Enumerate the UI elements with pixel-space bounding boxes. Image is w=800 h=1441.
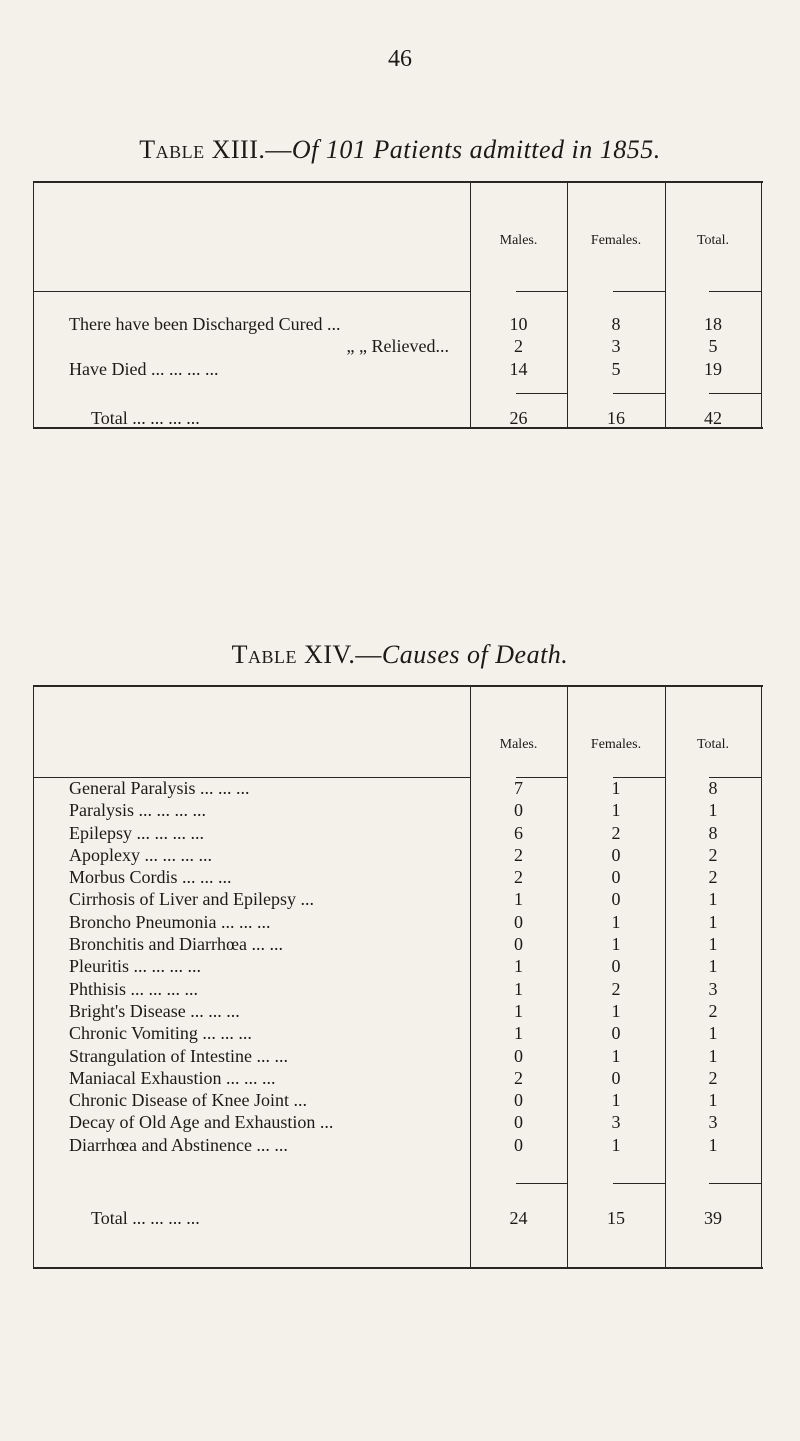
row-total: 1 (708, 1134, 718, 1155)
total-row (33, 407, 763, 429)
row-males: 0 (514, 911, 523, 932)
table-border-right (761, 183, 762, 427)
row-label: „ „ Relieved... (346, 336, 449, 357)
column-divider (665, 183, 666, 427)
table-row (33, 777, 763, 799)
row-males: 2 (514, 867, 523, 888)
row-females: 1 (611, 778, 621, 798)
row-males: 10 (509, 314, 528, 334)
row-males: 6 (514, 822, 523, 843)
total-row (33, 1207, 763, 1229)
row-females: 1 (611, 1045, 621, 1066)
row-label: Morbus Cordis ... ... ... (69, 867, 232, 888)
table13-label: Table XIII. (139, 135, 266, 164)
total-total: 39 (704, 1208, 722, 1228)
total-rule (516, 1183, 567, 1184)
table-row (33, 1111, 763, 1133)
column-divider (567, 183, 568, 427)
row-label: Paralysis ... ... ... ... (69, 800, 206, 821)
table-row (33, 1045, 763, 1067)
row-total: 1 (708, 1045, 718, 1066)
row-label: Phthisis ... ... ... ... (69, 978, 199, 999)
row-label: Diarrhœa and Abstinence ... ... (69, 1134, 288, 1155)
row-females: 0 (611, 867, 621, 888)
total-label: Total ... ... ... ... (91, 1208, 200, 1228)
header-females: Females. (590, 737, 642, 752)
row-females: 1 (611, 1134, 621, 1155)
row-males: 0 (514, 1134, 523, 1155)
row-females: 3 (611, 336, 621, 357)
total-rule (613, 1183, 665, 1184)
row-label: Pleuritis ... ... ... ... (69, 956, 202, 977)
row-label: Chronic Disease of Knee Joint ... (69, 1090, 307, 1111)
header-total: Total. (696, 233, 730, 248)
row-males: 14 (509, 358, 528, 379)
row-label: Strangulation of Intestine ... ... (69, 1045, 288, 1066)
row-label: Bronchitis and Diarrhœa ... ... (69, 934, 283, 955)
row-total: 8 (708, 778, 718, 798)
row-females: 0 (611, 844, 621, 865)
row-label: Apoplexy ... ... ... ... (69, 844, 212, 865)
total-rule (613, 393, 665, 394)
table-row (33, 335, 763, 357)
row-total: 1 (708, 800, 718, 821)
table-row (33, 888, 763, 910)
row-label: There have been Discharged Cured ... (69, 314, 341, 334)
row-males: 0 (514, 1090, 523, 1111)
table13 (33, 181, 763, 429)
header-rule (613, 291, 665, 292)
header-females: Females. (590, 233, 642, 248)
table-row (33, 955, 763, 977)
table14-dash: — (355, 640, 382, 669)
row-females: 1 (611, 800, 621, 821)
table14-title (0, 640, 800, 670)
row-total: 1 (708, 934, 718, 955)
header-rule (516, 291, 567, 292)
row-females: 0 (611, 956, 621, 977)
row-females: 1 (611, 1000, 621, 1021)
table-row (33, 1134, 763, 1156)
row-total: 1 (708, 1023, 718, 1044)
table13-title (0, 135, 800, 165)
row-total: 3 (708, 978, 718, 999)
table14-label: Table XIV. (231, 640, 356, 669)
header-rule (33, 291, 470, 292)
table-row (33, 911, 763, 933)
row-label: Bright's Disease ... ... ... (69, 1000, 240, 1021)
row-males: 0 (514, 1112, 523, 1133)
table-row (33, 866, 763, 888)
table-row (33, 799, 763, 821)
header-males: Males. (499, 737, 538, 752)
row-total: 18 (704, 314, 722, 334)
total-rule (709, 393, 761, 394)
row-label: Chronic Vomiting ... ... ... (69, 1023, 252, 1044)
row-total: 2 (708, 844, 718, 865)
row-females: 1 (611, 911, 621, 932)
table-row (33, 1022, 763, 1044)
row-males: 1 (514, 1000, 523, 1021)
row-total: 3 (708, 1112, 718, 1133)
row-females: 0 (611, 1067, 621, 1088)
total-rule (709, 1183, 761, 1184)
total-males: 26 (509, 408, 528, 428)
row-males: 2 (514, 336, 523, 357)
row-total: 2 (708, 1000, 718, 1021)
total-females: 16 (607, 408, 625, 428)
row-label: Epilepsy ... ... ... ... (69, 822, 204, 843)
table-row (33, 822, 763, 844)
row-females: 0 (611, 1023, 621, 1044)
table-border-left (33, 183, 34, 427)
row-total: 1 (708, 889, 718, 910)
row-females: 2 (611, 822, 621, 843)
row-females: 5 (611, 358, 621, 379)
row-label: Broncho Pneumonia ... ... ... (69, 911, 271, 932)
row-total: 1 (708, 956, 718, 977)
table-row (33, 1000, 763, 1022)
page-number: 46 (388, 46, 412, 72)
table14 (33, 685, 763, 1269)
row-total: 1 (708, 911, 718, 932)
row-label: Maniacal Exhaustion ... ... ... (69, 1067, 276, 1088)
table14-subtitle: Causes of Death. (381, 640, 569, 669)
row-males: 1 (514, 956, 523, 977)
row-label: General Paralysis ... ... ... (69, 778, 250, 798)
table-row (33, 1089, 763, 1111)
total-males: 24 (509, 1208, 528, 1228)
row-females: 1 (611, 934, 621, 955)
table-row (33, 933, 763, 955)
table13-subtitle: Of 101 Patients admitted in 1855. (291, 135, 661, 164)
row-total: 5 (708, 336, 718, 357)
row-label: Cirrhosis of Liver and Epilepsy ... (69, 889, 314, 910)
row-males: 7 (514, 778, 523, 798)
row-females: 1 (611, 1090, 621, 1111)
row-males: 2 (514, 844, 523, 865)
table-row (33, 978, 763, 1000)
row-males: 0 (514, 934, 523, 955)
row-males: 1 (514, 1023, 523, 1044)
row-females: 3 (611, 1112, 621, 1133)
row-females: 0 (611, 889, 621, 910)
row-total: 1 (708, 1090, 718, 1111)
row-males: 1 (514, 978, 523, 999)
total-label: Total ... ... ... ... (91, 408, 200, 428)
table-row (33, 844, 763, 866)
total-rule (516, 393, 567, 394)
header-total: Total. (696, 737, 730, 752)
table-row (33, 1067, 763, 1089)
row-males: 0 (514, 800, 523, 821)
header-males: Males. (499, 233, 538, 248)
row-total: 8 (708, 822, 718, 843)
row-label: Decay of Old Age and Exhaustion ... (69, 1112, 334, 1133)
row-females: 2 (611, 978, 621, 999)
row-total: 2 (708, 1067, 718, 1088)
row-males: 0 (514, 1045, 523, 1066)
row-total: 19 (704, 358, 722, 379)
table-row (33, 313, 763, 335)
row-males: 1 (514, 889, 523, 910)
header-rule (709, 291, 761, 292)
row-females: 8 (611, 314, 621, 334)
total-females: 15 (607, 1208, 625, 1228)
column-divider (470, 183, 471, 427)
row-label: Have Died ... ... ... ... (69, 358, 219, 379)
row-males: 2 (514, 1067, 523, 1088)
table13-dash: — (265, 135, 292, 164)
total-total: 42 (704, 408, 722, 428)
row-total: 2 (708, 867, 718, 888)
table-row (33, 358, 763, 380)
